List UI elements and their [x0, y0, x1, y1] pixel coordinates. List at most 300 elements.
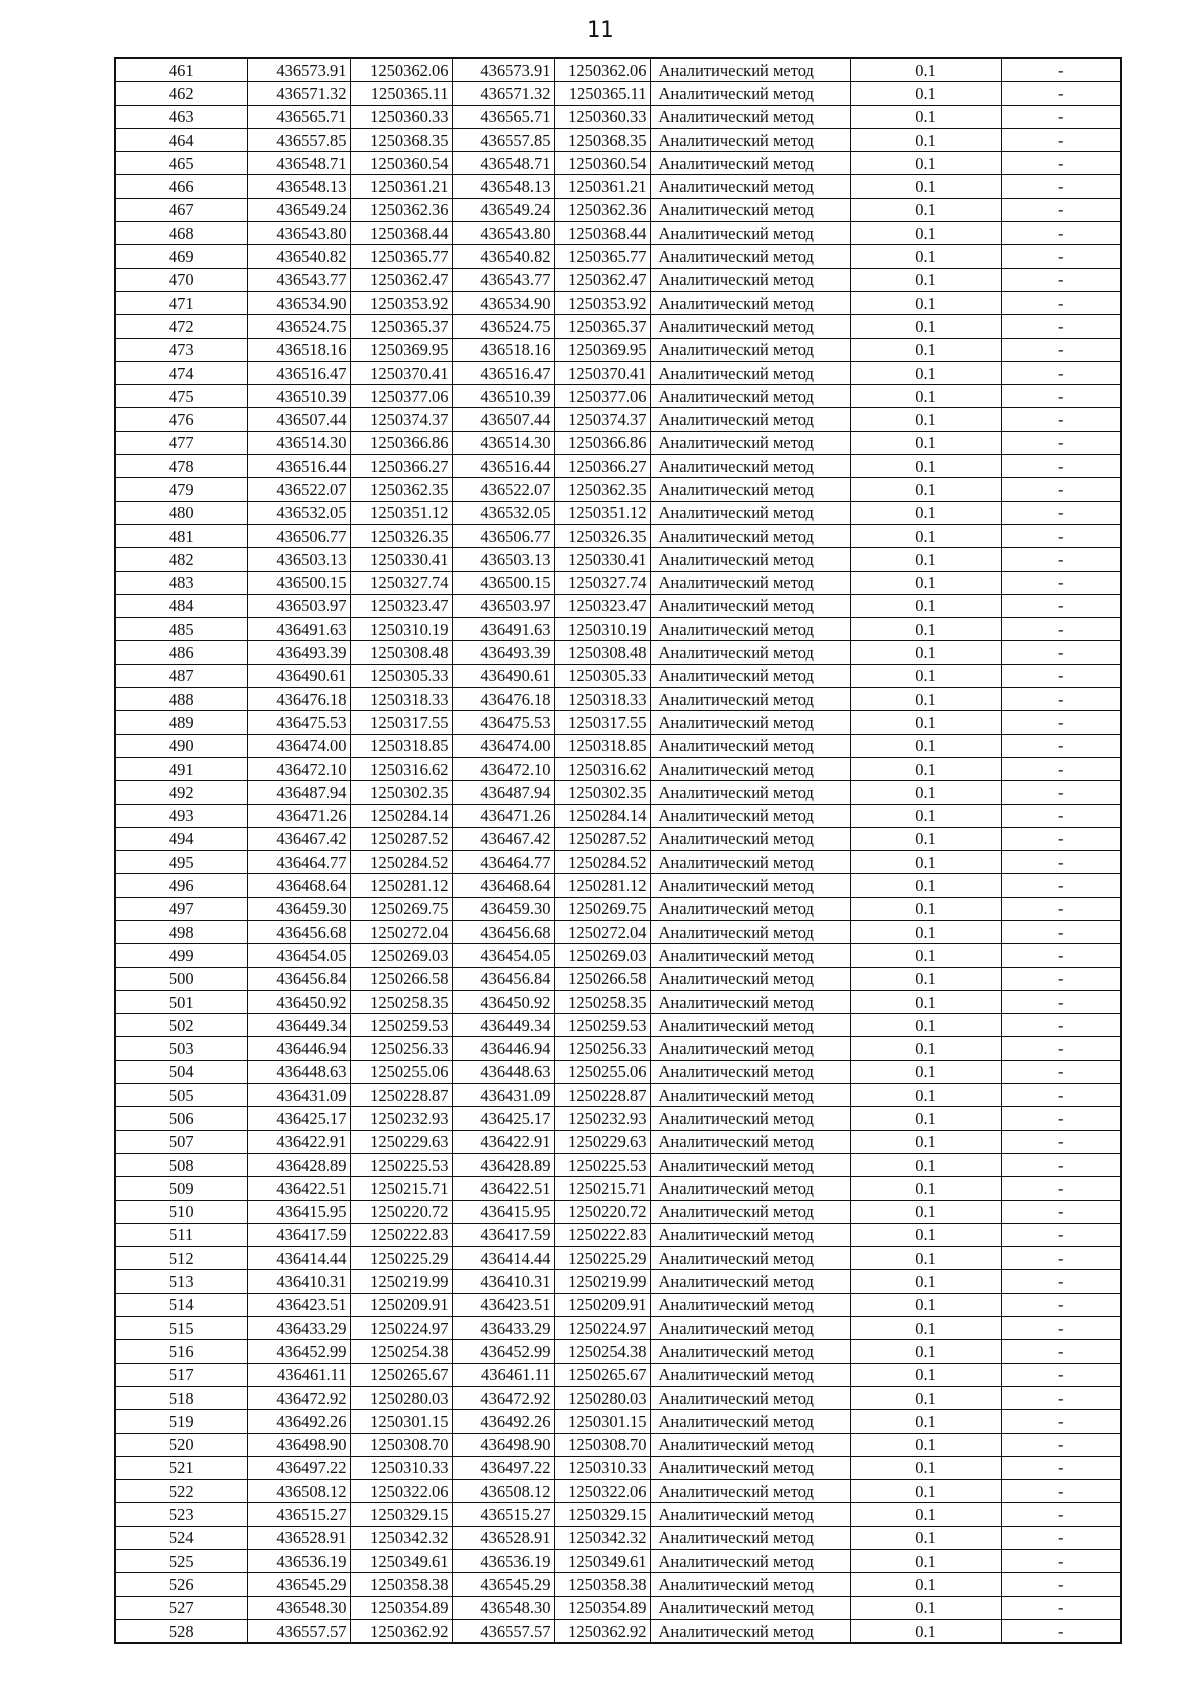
cell-x-coordinate-new: 436446.94	[452, 1037, 554, 1060]
cell-method: Аналитический метод	[650, 431, 850, 454]
cell-point-number: 497	[115, 897, 247, 920]
cell-point-number: 514	[115, 1293, 247, 1316]
cell-x-coordinate: 436503.97	[247, 594, 350, 617]
cell-x-coordinate: 436475.53	[247, 711, 350, 734]
cell-y-coordinate: 1250370.41	[350, 361, 452, 384]
cell-method: Аналитический метод	[650, 268, 850, 291]
cell-x-coordinate: 436508.12	[247, 1480, 350, 1503]
cell-accuracy: 0.1	[850, 734, 1001, 757]
cell-x-coordinate-new: 436452.99	[452, 1340, 554, 1363]
cell-y-coordinate: 1250351.12	[350, 501, 452, 524]
cell-x-coordinate-new: 436508.12	[452, 1480, 554, 1503]
cell-note: -	[1001, 82, 1121, 105]
cell-x-coordinate: 436454.05	[247, 944, 350, 967]
cell-y-coordinate: 1250266.58	[350, 967, 452, 990]
cell-accuracy: 0.1	[850, 618, 1001, 641]
cell-note: -	[1001, 1596, 1121, 1619]
cell-x-coordinate: 436490.61	[247, 664, 350, 687]
cell-point-number: 525	[115, 1550, 247, 1573]
cell-note: -	[1001, 1456, 1121, 1479]
cell-y-coordinate-new: 1250316.62	[554, 757, 650, 780]
cell-y-coordinate: 1250302.35	[350, 781, 452, 804]
cell-x-coordinate-new: 436422.91	[452, 1130, 554, 1153]
cell-point-number: 477	[115, 431, 247, 454]
cell-y-coordinate: 1250366.27	[350, 455, 452, 478]
cell-x-coordinate-new: 436464.77	[452, 851, 554, 874]
cell-y-coordinate-new: 1250269.75	[554, 897, 650, 920]
cell-x-coordinate: 436472.92	[247, 1386, 350, 1409]
cell-y-coordinate: 1250254.38	[350, 1340, 452, 1363]
cell-x-coordinate: 436557.57	[247, 1619, 350, 1643]
cell-x-coordinate: 436528.91	[247, 1526, 350, 1549]
cell-note: -	[1001, 1433, 1121, 1456]
cell-method: Аналитический метод	[650, 1619, 850, 1643]
cell-y-coordinate-new: 1250281.12	[554, 874, 650, 897]
cell-y-coordinate-new: 1250360.33	[554, 105, 650, 128]
cell-x-coordinate: 436433.29	[247, 1317, 350, 1340]
cell-y-coordinate: 1250305.33	[350, 664, 452, 687]
cell-y-coordinate: 1250232.93	[350, 1107, 452, 1130]
cell-y-coordinate-new: 1250318.33	[554, 688, 650, 711]
cell-x-coordinate-new: 436516.44	[452, 455, 554, 478]
cell-y-coordinate: 1250310.19	[350, 618, 452, 641]
cell-method: Аналитический метод	[650, 1526, 850, 1549]
table-row	[115, 944, 1121, 967]
cell-x-coordinate-new: 436543.77	[452, 268, 554, 291]
cell-x-coordinate-new: 436456.68	[452, 920, 554, 943]
cell-accuracy: 0.1	[850, 1293, 1001, 1316]
cell-point-number: 506	[115, 1107, 247, 1130]
cell-note: -	[1001, 827, 1121, 850]
cell-method: Аналитический метод	[650, 1084, 850, 1107]
cell-method: Аналитический метод	[650, 594, 850, 617]
cell-method: Аналитический метод	[650, 1247, 850, 1270]
cell-method: Аналитический метод	[650, 990, 850, 1013]
cell-accuracy: 0.1	[850, 874, 1001, 897]
cell-note: -	[1001, 851, 1121, 874]
cell-point-number: 461	[115, 58, 247, 82]
table-row	[115, 524, 1121, 547]
cell-x-coordinate: 436500.15	[247, 571, 350, 594]
table-row	[115, 128, 1121, 151]
table-row	[115, 431, 1121, 454]
cell-accuracy: 0.1	[850, 827, 1001, 850]
cell-x-coordinate: 436417.59	[247, 1223, 350, 1246]
cell-note: -	[1001, 128, 1121, 151]
cell-accuracy: 0.1	[850, 1573, 1001, 1596]
cell-y-coordinate-new: 1250351.12	[554, 501, 650, 524]
cell-method: Аналитический метод	[650, 944, 850, 967]
cell-x-coordinate-new: 436472.10	[452, 757, 554, 780]
table-row	[115, 1410, 1121, 1433]
cell-x-coordinate-new: 436491.63	[452, 618, 554, 641]
cell-method: Аналитический метод	[650, 1480, 850, 1503]
cell-method: Аналитический метод	[650, 641, 850, 664]
table-row	[115, 478, 1121, 501]
cell-y-coordinate: 1250255.06	[350, 1060, 452, 1083]
cell-method: Аналитический метод	[650, 711, 850, 734]
cell-point-number: 507	[115, 1130, 247, 1153]
cell-note: -	[1001, 1410, 1121, 1433]
cell-x-coordinate: 436543.80	[247, 222, 350, 245]
cell-accuracy: 0.1	[850, 1130, 1001, 1153]
cell-x-coordinate: 436503.13	[247, 548, 350, 571]
cell-point-number: 485	[115, 618, 247, 641]
cell-x-coordinate: 436446.94	[247, 1037, 350, 1060]
cell-note: -	[1001, 548, 1121, 571]
cell-point-number: 501	[115, 990, 247, 1013]
cell-point-number: 490	[115, 734, 247, 757]
cell-x-coordinate: 436548.13	[247, 175, 350, 198]
cell-note: -	[1001, 618, 1121, 641]
cell-y-coordinate: 1250308.48	[350, 641, 452, 664]
cell-y-coordinate: 1250219.99	[350, 1270, 452, 1293]
cell-method: Аналитический метод	[650, 1130, 850, 1153]
table-row	[115, 1200, 1121, 1223]
cell-method: Аналитический метод	[650, 291, 850, 314]
cell-y-coordinate-new: 1250362.47	[554, 268, 650, 291]
cell-point-number: 519	[115, 1410, 247, 1433]
cell-y-coordinate: 1250215.71	[350, 1177, 452, 1200]
cell-x-coordinate-new: 436528.91	[452, 1526, 554, 1549]
cell-accuracy: 0.1	[850, 1340, 1001, 1363]
cell-y-coordinate: 1250329.15	[350, 1503, 452, 1526]
cell-x-coordinate-new: 436461.11	[452, 1363, 554, 1386]
cell-x-coordinate-new: 436497.22	[452, 1456, 554, 1479]
cell-y-coordinate-new: 1250369.95	[554, 338, 650, 361]
cell-x-coordinate-new: 436532.05	[452, 501, 554, 524]
cell-note: -	[1001, 501, 1121, 524]
cell-accuracy: 0.1	[850, 338, 1001, 361]
cell-y-coordinate: 1250365.77	[350, 245, 452, 268]
cell-note: -	[1001, 291, 1121, 314]
cell-y-coordinate: 1250362.47	[350, 268, 452, 291]
table-row	[115, 245, 1121, 268]
cell-y-coordinate-new: 1250362.35	[554, 478, 650, 501]
cell-y-coordinate: 1250225.53	[350, 1153, 452, 1176]
cell-x-coordinate-new: 436516.47	[452, 361, 554, 384]
cell-accuracy: 0.1	[850, 548, 1001, 571]
cell-point-number: 518	[115, 1386, 247, 1409]
cell-y-coordinate-new: 1250225.53	[554, 1153, 650, 1176]
cell-point-number: 486	[115, 641, 247, 664]
table-row	[115, 711, 1121, 734]
cell-y-coordinate-new: 1250368.44	[554, 222, 650, 245]
cell-method: Аналитический метод	[650, 734, 850, 757]
cell-note: -	[1001, 1037, 1121, 1060]
cell-y-coordinate: 1250259.53	[350, 1014, 452, 1037]
cell-note: -	[1001, 781, 1121, 804]
cell-x-coordinate: 436414.44	[247, 1247, 350, 1270]
cell-point-number: 509	[115, 1177, 247, 1200]
cell-y-coordinate: 1250269.75	[350, 897, 452, 920]
cell-x-coordinate-new: 436534.90	[452, 291, 554, 314]
table-row	[115, 315, 1121, 338]
table-row	[115, 1526, 1121, 1549]
cell-y-coordinate-new: 1250301.15	[554, 1410, 650, 1433]
cell-accuracy: 0.1	[850, 571, 1001, 594]
cell-note: -	[1001, 175, 1121, 198]
cell-x-coordinate-new: 436548.13	[452, 175, 554, 198]
cell-note: -	[1001, 1503, 1121, 1526]
cell-y-coordinate: 1250368.35	[350, 128, 452, 151]
table-row	[115, 1340, 1121, 1363]
cell-point-number: 487	[115, 664, 247, 687]
cell-accuracy: 0.1	[850, 1153, 1001, 1176]
cell-accuracy: 0.1	[850, 1363, 1001, 1386]
cell-accuracy: 0.1	[850, 1619, 1001, 1643]
cell-method: Аналитический метод	[650, 1410, 850, 1433]
cell-x-coordinate: 436467.42	[247, 827, 350, 850]
cell-note: -	[1001, 1107, 1121, 1130]
cell-point-number: 504	[115, 1060, 247, 1083]
cell-x-coordinate: 436415.95	[247, 1200, 350, 1223]
cell-x-coordinate: 436549.24	[247, 198, 350, 221]
cell-y-coordinate: 1250222.83	[350, 1223, 452, 1246]
cell-x-coordinate-new: 436459.30	[452, 897, 554, 920]
cell-method: Аналитический метод	[650, 1573, 850, 1596]
cell-y-coordinate: 1250354.89	[350, 1596, 452, 1619]
cell-point-number: 483	[115, 571, 247, 594]
table-row	[115, 1037, 1121, 1060]
cell-note: -	[1001, 431, 1121, 454]
cell-x-coordinate: 436545.29	[247, 1573, 350, 1596]
cell-x-coordinate: 436532.05	[247, 501, 350, 524]
cell-point-number: 494	[115, 827, 247, 850]
cell-y-coordinate-new: 1250229.63	[554, 1130, 650, 1153]
cell-note: -	[1001, 245, 1121, 268]
cell-method: Аналитический метод	[650, 827, 850, 850]
table-row	[115, 105, 1121, 128]
cell-x-coordinate-new: 436448.63	[452, 1060, 554, 1083]
cell-method: Аналитический метод	[650, 571, 850, 594]
cell-y-coordinate-new: 1250330.41	[554, 548, 650, 571]
cell-y-coordinate-new: 1250284.14	[554, 804, 650, 827]
cell-x-coordinate: 436450.92	[247, 990, 350, 1013]
cell-accuracy: 0.1	[850, 688, 1001, 711]
table-row	[115, 1270, 1121, 1293]
cell-accuracy: 0.1	[850, 501, 1001, 524]
cell-accuracy: 0.1	[850, 757, 1001, 780]
cell-y-coordinate-new: 1250349.61	[554, 1550, 650, 1573]
table-row	[115, 198, 1121, 221]
cell-y-coordinate-new: 1250317.55	[554, 711, 650, 734]
cell-note: -	[1001, 1573, 1121, 1596]
cell-method: Аналитический метод	[650, 478, 850, 501]
cell-y-coordinate-new: 1250365.11	[554, 82, 650, 105]
table-row	[115, 1619, 1121, 1643]
cell-accuracy: 0.1	[850, 1456, 1001, 1479]
cell-accuracy: 0.1	[850, 1223, 1001, 1246]
cell-x-coordinate-new: 436433.29	[452, 1317, 554, 1340]
cell-y-coordinate: 1250342.32	[350, 1526, 452, 1549]
cell-y-coordinate-new: 1250209.91	[554, 1293, 650, 1316]
cell-y-coordinate-new: 1250366.86	[554, 431, 650, 454]
cell-point-number: 502	[115, 1014, 247, 1037]
cell-point-number: 465	[115, 152, 247, 175]
cell-y-coordinate: 1250316.62	[350, 757, 452, 780]
cell-y-coordinate-new: 1250322.06	[554, 1480, 650, 1503]
cell-y-coordinate-new: 1250353.92	[554, 291, 650, 314]
cell-x-coordinate: 436491.63	[247, 618, 350, 641]
cell-x-coordinate-new: 436506.77	[452, 524, 554, 547]
cell-point-number: 500	[115, 967, 247, 990]
cell-method: Аналитический метод	[650, 1177, 850, 1200]
cell-y-coordinate: 1250358.38	[350, 1573, 452, 1596]
cell-accuracy: 0.1	[850, 1177, 1001, 1200]
cell-x-coordinate-new: 436493.39	[452, 641, 554, 664]
cell-note: -	[1001, 990, 1121, 1013]
table-row	[115, 1153, 1121, 1176]
cell-note: -	[1001, 268, 1121, 291]
cell-y-coordinate-new: 1250287.52	[554, 827, 650, 850]
cell-accuracy: 0.1	[850, 1550, 1001, 1573]
cell-method: Аналитический метод	[650, 1200, 850, 1223]
cell-accuracy: 0.1	[850, 128, 1001, 151]
cell-y-coordinate-new: 1250225.29	[554, 1247, 650, 1270]
table-row	[115, 734, 1121, 757]
cell-point-number: 495	[115, 851, 247, 874]
cell-method: Аналитический метод	[650, 245, 850, 268]
cell-note: -	[1001, 1363, 1121, 1386]
cell-y-coordinate-new: 1250302.35	[554, 781, 650, 804]
cell-y-coordinate-new: 1250219.99	[554, 1270, 650, 1293]
cell-method: Аналитический метод	[650, 664, 850, 687]
cell-x-coordinate: 436456.84	[247, 967, 350, 990]
cell-x-coordinate: 436548.30	[247, 1596, 350, 1619]
table-row	[115, 781, 1121, 804]
cell-y-coordinate-new: 1250329.15	[554, 1503, 650, 1526]
cell-x-coordinate-new: 436476.18	[452, 688, 554, 711]
cell-method: Аналитический метод	[650, 361, 850, 384]
cell-x-coordinate: 436543.77	[247, 268, 350, 291]
cell-note: -	[1001, 1317, 1121, 1340]
cell-point-number: 528	[115, 1619, 247, 1643]
cell-y-coordinate: 1250323.47	[350, 594, 452, 617]
cell-x-coordinate-new: 436507.44	[452, 408, 554, 431]
cell-y-coordinate: 1250330.41	[350, 548, 452, 571]
cell-y-coordinate: 1250368.44	[350, 222, 452, 245]
table-row	[115, 1433, 1121, 1456]
cell-method: Аналитический метод	[650, 851, 850, 874]
cell-note: -	[1001, 711, 1121, 734]
cell-accuracy: 0.1	[850, 944, 1001, 967]
cell-y-coordinate: 1250220.72	[350, 1200, 452, 1223]
cell-x-coordinate-new: 436543.80	[452, 222, 554, 245]
cell-point-number: 513	[115, 1270, 247, 1293]
cell-x-coordinate: 436492.26	[247, 1410, 350, 1433]
cell-accuracy: 0.1	[850, 1410, 1001, 1433]
cell-x-coordinate-new: 436449.34	[452, 1014, 554, 1037]
cell-note: -	[1001, 1247, 1121, 1270]
cell-y-coordinate-new: 1250305.33	[554, 664, 650, 687]
table-row	[115, 594, 1121, 617]
table-row	[115, 1084, 1121, 1107]
cell-method: Аналитический метод	[650, 1014, 850, 1037]
cell-point-number: 512	[115, 1247, 247, 1270]
cell-point-number: 496	[115, 874, 247, 897]
cell-x-coordinate: 436507.44	[247, 408, 350, 431]
cell-method: Аналитический метод	[650, 757, 850, 780]
table-row	[115, 851, 1121, 874]
cell-method: Аналитический метод	[650, 1107, 850, 1130]
table-row	[115, 618, 1121, 641]
cell-accuracy: 0.1	[850, 315, 1001, 338]
cell-method: Аналитический метод	[650, 618, 850, 641]
table-row	[115, 175, 1121, 198]
cell-x-coordinate-new: 436454.05	[452, 944, 554, 967]
cell-x-coordinate-new: 436431.09	[452, 1084, 554, 1107]
cell-x-coordinate: 436422.51	[247, 1177, 350, 1200]
cell-method: Аналитический метод	[650, 1223, 850, 1246]
cell-x-coordinate-new: 436422.51	[452, 1177, 554, 1200]
cell-note: -	[1001, 734, 1121, 757]
cell-x-coordinate-new: 436524.75	[452, 315, 554, 338]
cell-accuracy: 0.1	[850, 1037, 1001, 1060]
cell-method: Аналитический метод	[650, 1456, 850, 1479]
cell-y-coordinate: 1250366.86	[350, 431, 452, 454]
cell-note: -	[1001, 594, 1121, 617]
table-row	[115, 897, 1121, 920]
cell-method: Аналитический метод	[650, 175, 850, 198]
cell-x-coordinate: 436456.68	[247, 920, 350, 943]
cell-x-coordinate: 436534.90	[247, 291, 350, 314]
cell-y-coordinate: 1250272.04	[350, 920, 452, 943]
cell-note: -	[1001, 1480, 1121, 1503]
cell-point-number: 467	[115, 198, 247, 221]
cell-note: -	[1001, 1177, 1121, 1200]
table-row	[115, 1363, 1121, 1386]
cell-x-coordinate: 436471.26	[247, 804, 350, 827]
cell-x-coordinate-new: 436471.26	[452, 804, 554, 827]
cell-note: -	[1001, 897, 1121, 920]
table-row	[115, 501, 1121, 524]
cell-y-coordinate: 1250269.03	[350, 944, 452, 967]
cell-x-coordinate-new: 436472.92	[452, 1386, 554, 1409]
table-row	[115, 688, 1121, 711]
cell-x-coordinate-new: 436557.57	[452, 1619, 554, 1643]
cell-y-coordinate: 1250284.52	[350, 851, 452, 874]
cell-x-coordinate: 436506.77	[247, 524, 350, 547]
cell-note: -	[1001, 455, 1121, 478]
cell-point-number: 480	[115, 501, 247, 524]
cell-note: -	[1001, 1153, 1121, 1176]
cell-y-coordinate-new: 1250362.36	[554, 198, 650, 221]
cell-y-coordinate-new: 1250222.83	[554, 1223, 650, 1246]
cell-x-coordinate-new: 436503.13	[452, 548, 554, 571]
cell-note: -	[1001, 1550, 1121, 1573]
table-row	[115, 1317, 1121, 1340]
cell-x-coordinate: 436540.82	[247, 245, 350, 268]
cell-x-coordinate: 436464.77	[247, 851, 350, 874]
cell-y-coordinate-new: 1250323.47	[554, 594, 650, 617]
cell-point-number: 470	[115, 268, 247, 291]
cell-method: Аналитический метод	[650, 804, 850, 827]
cell-point-number: 472	[115, 315, 247, 338]
table-row	[115, 1014, 1121, 1037]
cell-x-coordinate-new: 436500.15	[452, 571, 554, 594]
cell-x-coordinate: 436422.91	[247, 1130, 350, 1153]
cell-y-coordinate-new: 1250342.32	[554, 1526, 650, 1549]
cell-y-coordinate: 1250256.33	[350, 1037, 452, 1060]
cell-x-coordinate: 436428.89	[247, 1153, 350, 1176]
cell-method: Аналитический метод	[650, 58, 850, 82]
cell-point-number: 521	[115, 1456, 247, 1479]
table-row	[115, 1107, 1121, 1130]
cell-point-number: 516	[115, 1340, 247, 1363]
cell-note: -	[1001, 757, 1121, 780]
cell-accuracy: 0.1	[850, 1014, 1001, 1037]
